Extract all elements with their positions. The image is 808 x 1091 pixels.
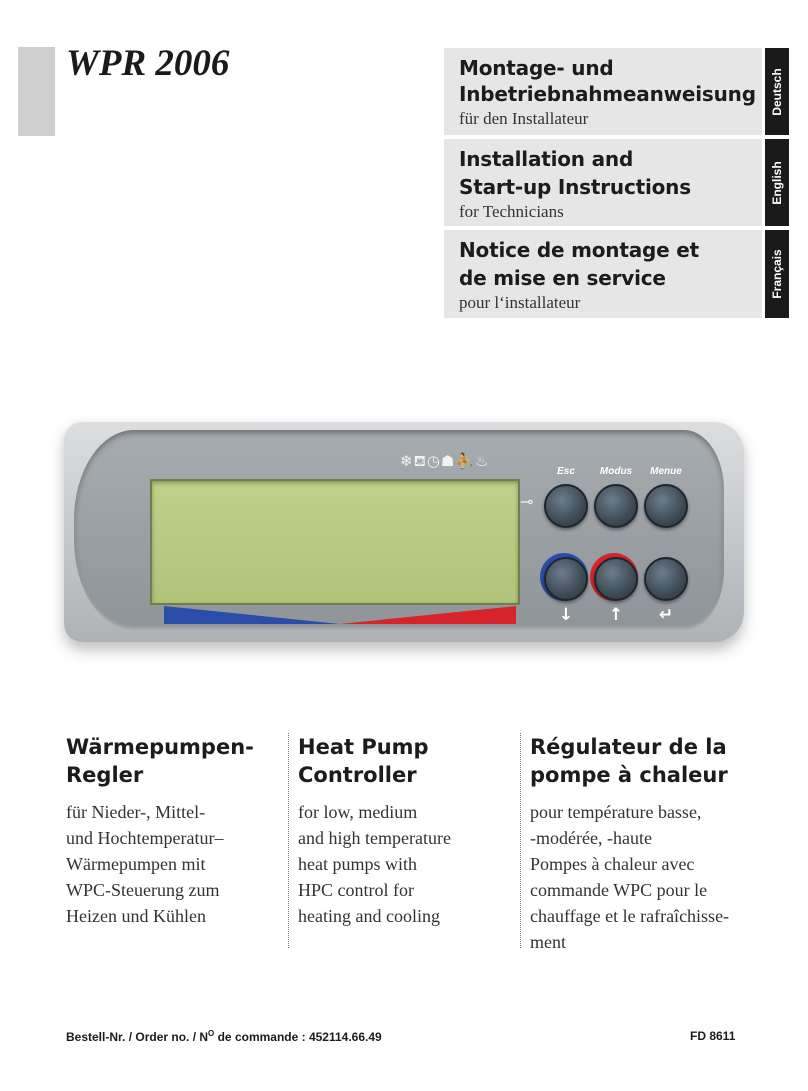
menue-button[interactable]: [644, 484, 688, 528]
column-english-body-line4: HPC control for: [298, 880, 414, 900]
lang-tab-english-label: English: [770, 160, 784, 205]
lang-tab-francais: [765, 230, 789, 318]
column-francais-body: [530, 799, 729, 955]
controller-device: [64, 420, 744, 642]
document-code: FD 8611: [690, 1029, 736, 1043]
column-francais-body-line1: pour température basse,: [530, 802, 702, 822]
lang-tab-english: [765, 139, 789, 226]
column-deutsch-body-line2: und Hochtemperatur–: [66, 828, 224, 848]
corner-accent-bar: [18, 47, 55, 136]
column-english-body-line5: heating and cooling: [298, 906, 440, 926]
lang-francais-line3: pour l‘installateur: [459, 293, 581, 312]
column-deutsch-body-line5: Heizen und Kühlen: [66, 906, 206, 926]
modus-label: Modus: [599, 466, 633, 477]
column-deutsch: [66, 733, 254, 929]
down-button[interactable]: [544, 557, 588, 601]
column-francais: [530, 733, 729, 955]
lang-tab-deutsch-label: Deutsch: [770, 67, 784, 116]
column-deutsch-title: [66, 733, 254, 789]
column-english-title-line1: Heat Pump: [298, 735, 429, 759]
column-deutsch-title-line2: Regler: [66, 763, 144, 787]
key-icon: ⊸: [520, 494, 534, 511]
column-francais-title-line2: pompe à chaleur: [530, 763, 728, 787]
column-francais-body-line5: chauffage et le rafraîchisse-: [530, 906, 730, 926]
column-deutsch-body-line3: Wärmepumpen mit: [66, 854, 206, 874]
modus-button[interactable]: [594, 484, 638, 528]
device-faceplate: [74, 430, 724, 630]
column-deutsch-body: [66, 799, 254, 929]
column-english-title: [298, 733, 451, 789]
enter-button[interactable]: [644, 557, 688, 601]
order-number: [66, 1029, 382, 1044]
column-deutsch-body-line1: für Nieder-, Mittel-: [66, 802, 206, 822]
column-francais-body-line2: -modérée, -haute: [530, 828, 652, 848]
column-francais-body-line4: commande WPC pour le: [530, 880, 708, 900]
lang-english-line2: Start-up Instructions: [459, 175, 691, 199]
menue-label: Menue: [650, 466, 682, 477]
column-english: [298, 733, 451, 929]
column-francais-body-line3: Pompes à chaleur avec: [530, 854, 695, 874]
lcd-display: [150, 479, 520, 605]
column-english-title-line2: Controller: [298, 763, 417, 787]
lang-deutsch-line2: Inbetriebnahmeanweisung: [459, 82, 756, 106]
lang-block-deutsch: [444, 48, 762, 135]
esc-label: Esc: [557, 466, 575, 477]
enter-arrow-icon: ↵: [658, 605, 674, 625]
column-francais-title-line1: Régulateur de la: [530, 735, 727, 759]
lang-deutsch-line3: für den Installateur: [459, 109, 589, 128]
column-deutsch-body-line4: WPC-Steuerung zum: [66, 880, 220, 900]
lang-english-line3: for Technicians: [459, 202, 564, 221]
status-icons: ❄⛾◷☗⛹♨: [400, 453, 490, 470]
lang-block-english: [444, 139, 762, 226]
column-english-body-line2: and high temperature: [298, 828, 451, 848]
esc-button[interactable]: [544, 484, 588, 528]
up-button[interactable]: [594, 557, 638, 601]
lang-francais-line1: Notice de montage et: [459, 238, 699, 262]
column-english-body: [298, 799, 451, 929]
lang-tab-deutsch: [765, 48, 789, 135]
order-number-sup: O: [208, 1029, 215, 1038]
lang-tab-francais-label: Français: [770, 249, 784, 299]
lang-francais-line2: de mise en service: [459, 266, 666, 290]
warm-wedge: [340, 606, 516, 624]
lang-english-line1: Installation and: [459, 147, 634, 171]
order-number-suffix: de commande : 452114.66.49: [214, 1030, 382, 1044]
temperature-scale-icon: [164, 606, 516, 624]
column-francais-title: [530, 733, 729, 789]
cold-wedge: [164, 606, 340, 624]
column-divider-1: [288, 733, 289, 948]
column-english-body-line1: for low, medium: [298, 802, 418, 822]
column-deutsch-title-line1: Wärmepumpen-: [66, 735, 254, 759]
down-arrow-icon: ↓: [558, 605, 574, 625]
column-english-body-line3: heat pumps with: [298, 854, 417, 874]
up-arrow-icon: ↑: [608, 605, 624, 625]
order-number-prefix: Bestell-Nr. / Order no. / N: [66, 1030, 209, 1044]
lang-deutsch-line1: Montage- und: [459, 56, 614, 80]
product-title: WPR 2006: [66, 43, 230, 84]
column-divider-2: [520, 733, 521, 948]
column-francais-body-line6: ment: [530, 932, 566, 952]
lang-block-francais: [444, 230, 762, 318]
